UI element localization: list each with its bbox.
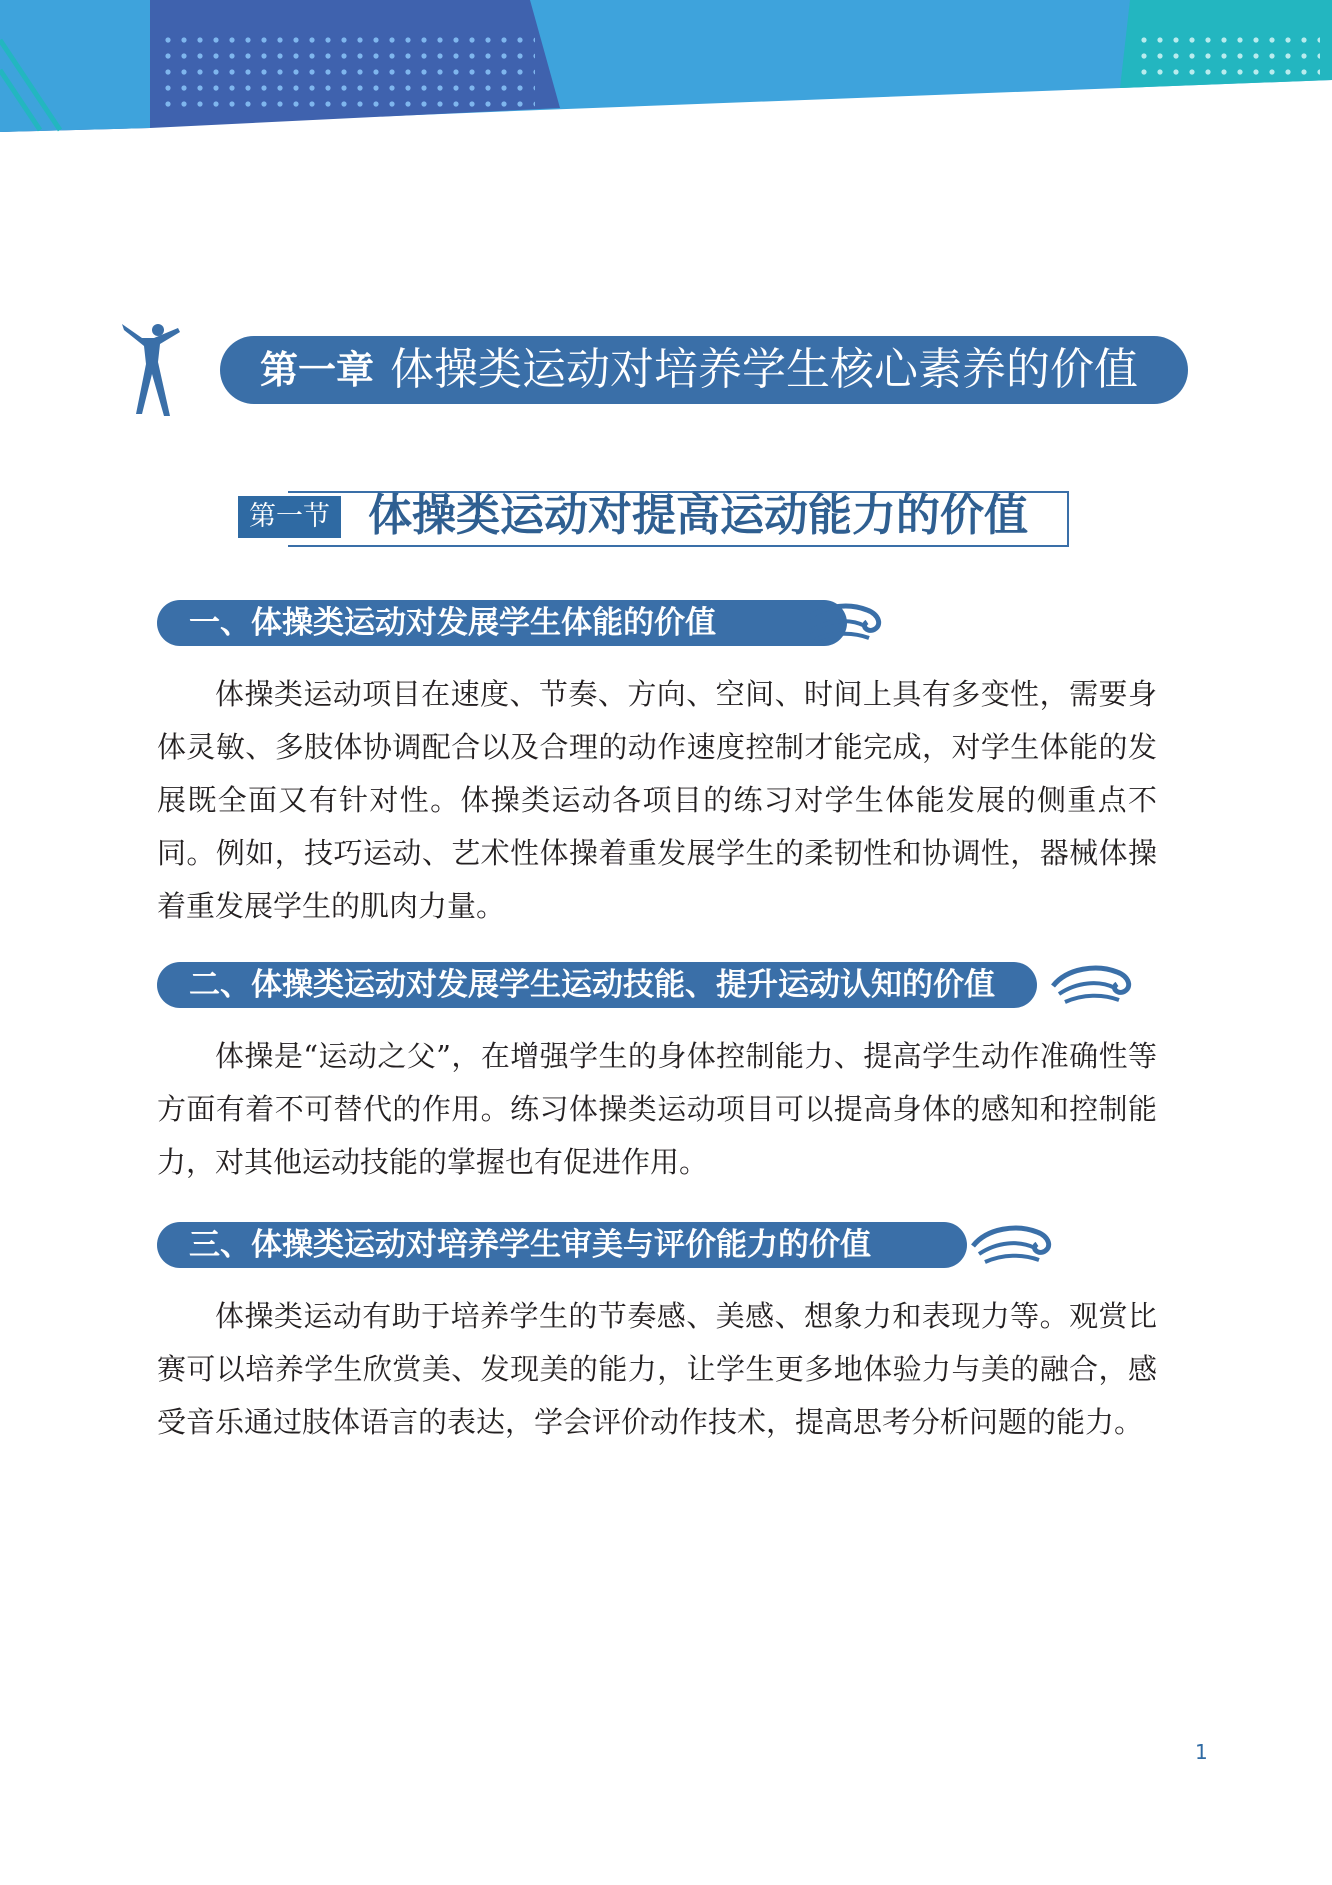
chapter-label: 第一章 bbox=[260, 348, 375, 392]
gymnast-silhouette-icon bbox=[120, 318, 190, 418]
section-tag: 第一节 bbox=[238, 496, 341, 538]
subsection-heading-text: 三、体操类运动对培养学生审美与评价能力的价值 bbox=[189, 1227, 871, 1263]
subsection-body-3: 体操类运动有助于培养学生的节奏感、美感、想象力和表现力等。观赏比赛可以培养学生欣赏美、发现美的能力，让学生更多地体验力与美的融合，感受音乐通过肢体语言的表达，学会评价动作技术，提高思考分析问题的能力。 bbox=[157, 1299, 1157, 1439]
header-banner bbox=[0, 0, 1332, 140]
section-title: 体操类运动对提高运动能力的价值 bbox=[368, 490, 1028, 541]
subsection-body-1: 体操类运动项目在速度、节奏、方向、空间、时间上具有多变性，需要身体灵敏、多肢体协调配合以及合理的动作速度控制才能完成，对学生体能的发展既全面又有针对性。体操类运动各项目的练习对学生体能发展的侧重点不同。例如，技巧运动、艺术性体操着重发展学生的柔韧性和协调性，器械体操着重发展学生的肌肉力量。 bbox=[157, 677, 1157, 923]
section-heading bbox=[238, 482, 1078, 552]
subsection-heading-text: 一、体操类运动对发展学生体能的价值 bbox=[189, 605, 716, 641]
subsection-heading-2 bbox=[157, 962, 1147, 1008]
subsection-body-2: 体操是“运动之父”，在增强学生的身体控制能力、提高学生动作准确性等方面有着不可替代的作用。练习体操类运动项目可以提高身体的感知和控制能力，对其他运动技能的掌握也有促进作用。 bbox=[157, 1039, 1157, 1179]
chapter-heading bbox=[120, 318, 1190, 418]
wave-ornament-icon bbox=[967, 1218, 1057, 1272]
page-number: 1 bbox=[1195, 1740, 1208, 1764]
wave-ornament-icon bbox=[797, 596, 887, 650]
subsection-heading-text: 二、体操类运动对发展学生运动技能、提升运动认知的价值 bbox=[189, 967, 995, 1003]
subsection-heading-3 bbox=[157, 1222, 1077, 1268]
subsection-heading-1 bbox=[157, 600, 957, 646]
wave-ornament-icon bbox=[1047, 958, 1137, 1012]
chapter-title: 体操类运动对培养学生核心素养的价值 bbox=[390, 344, 1138, 395]
